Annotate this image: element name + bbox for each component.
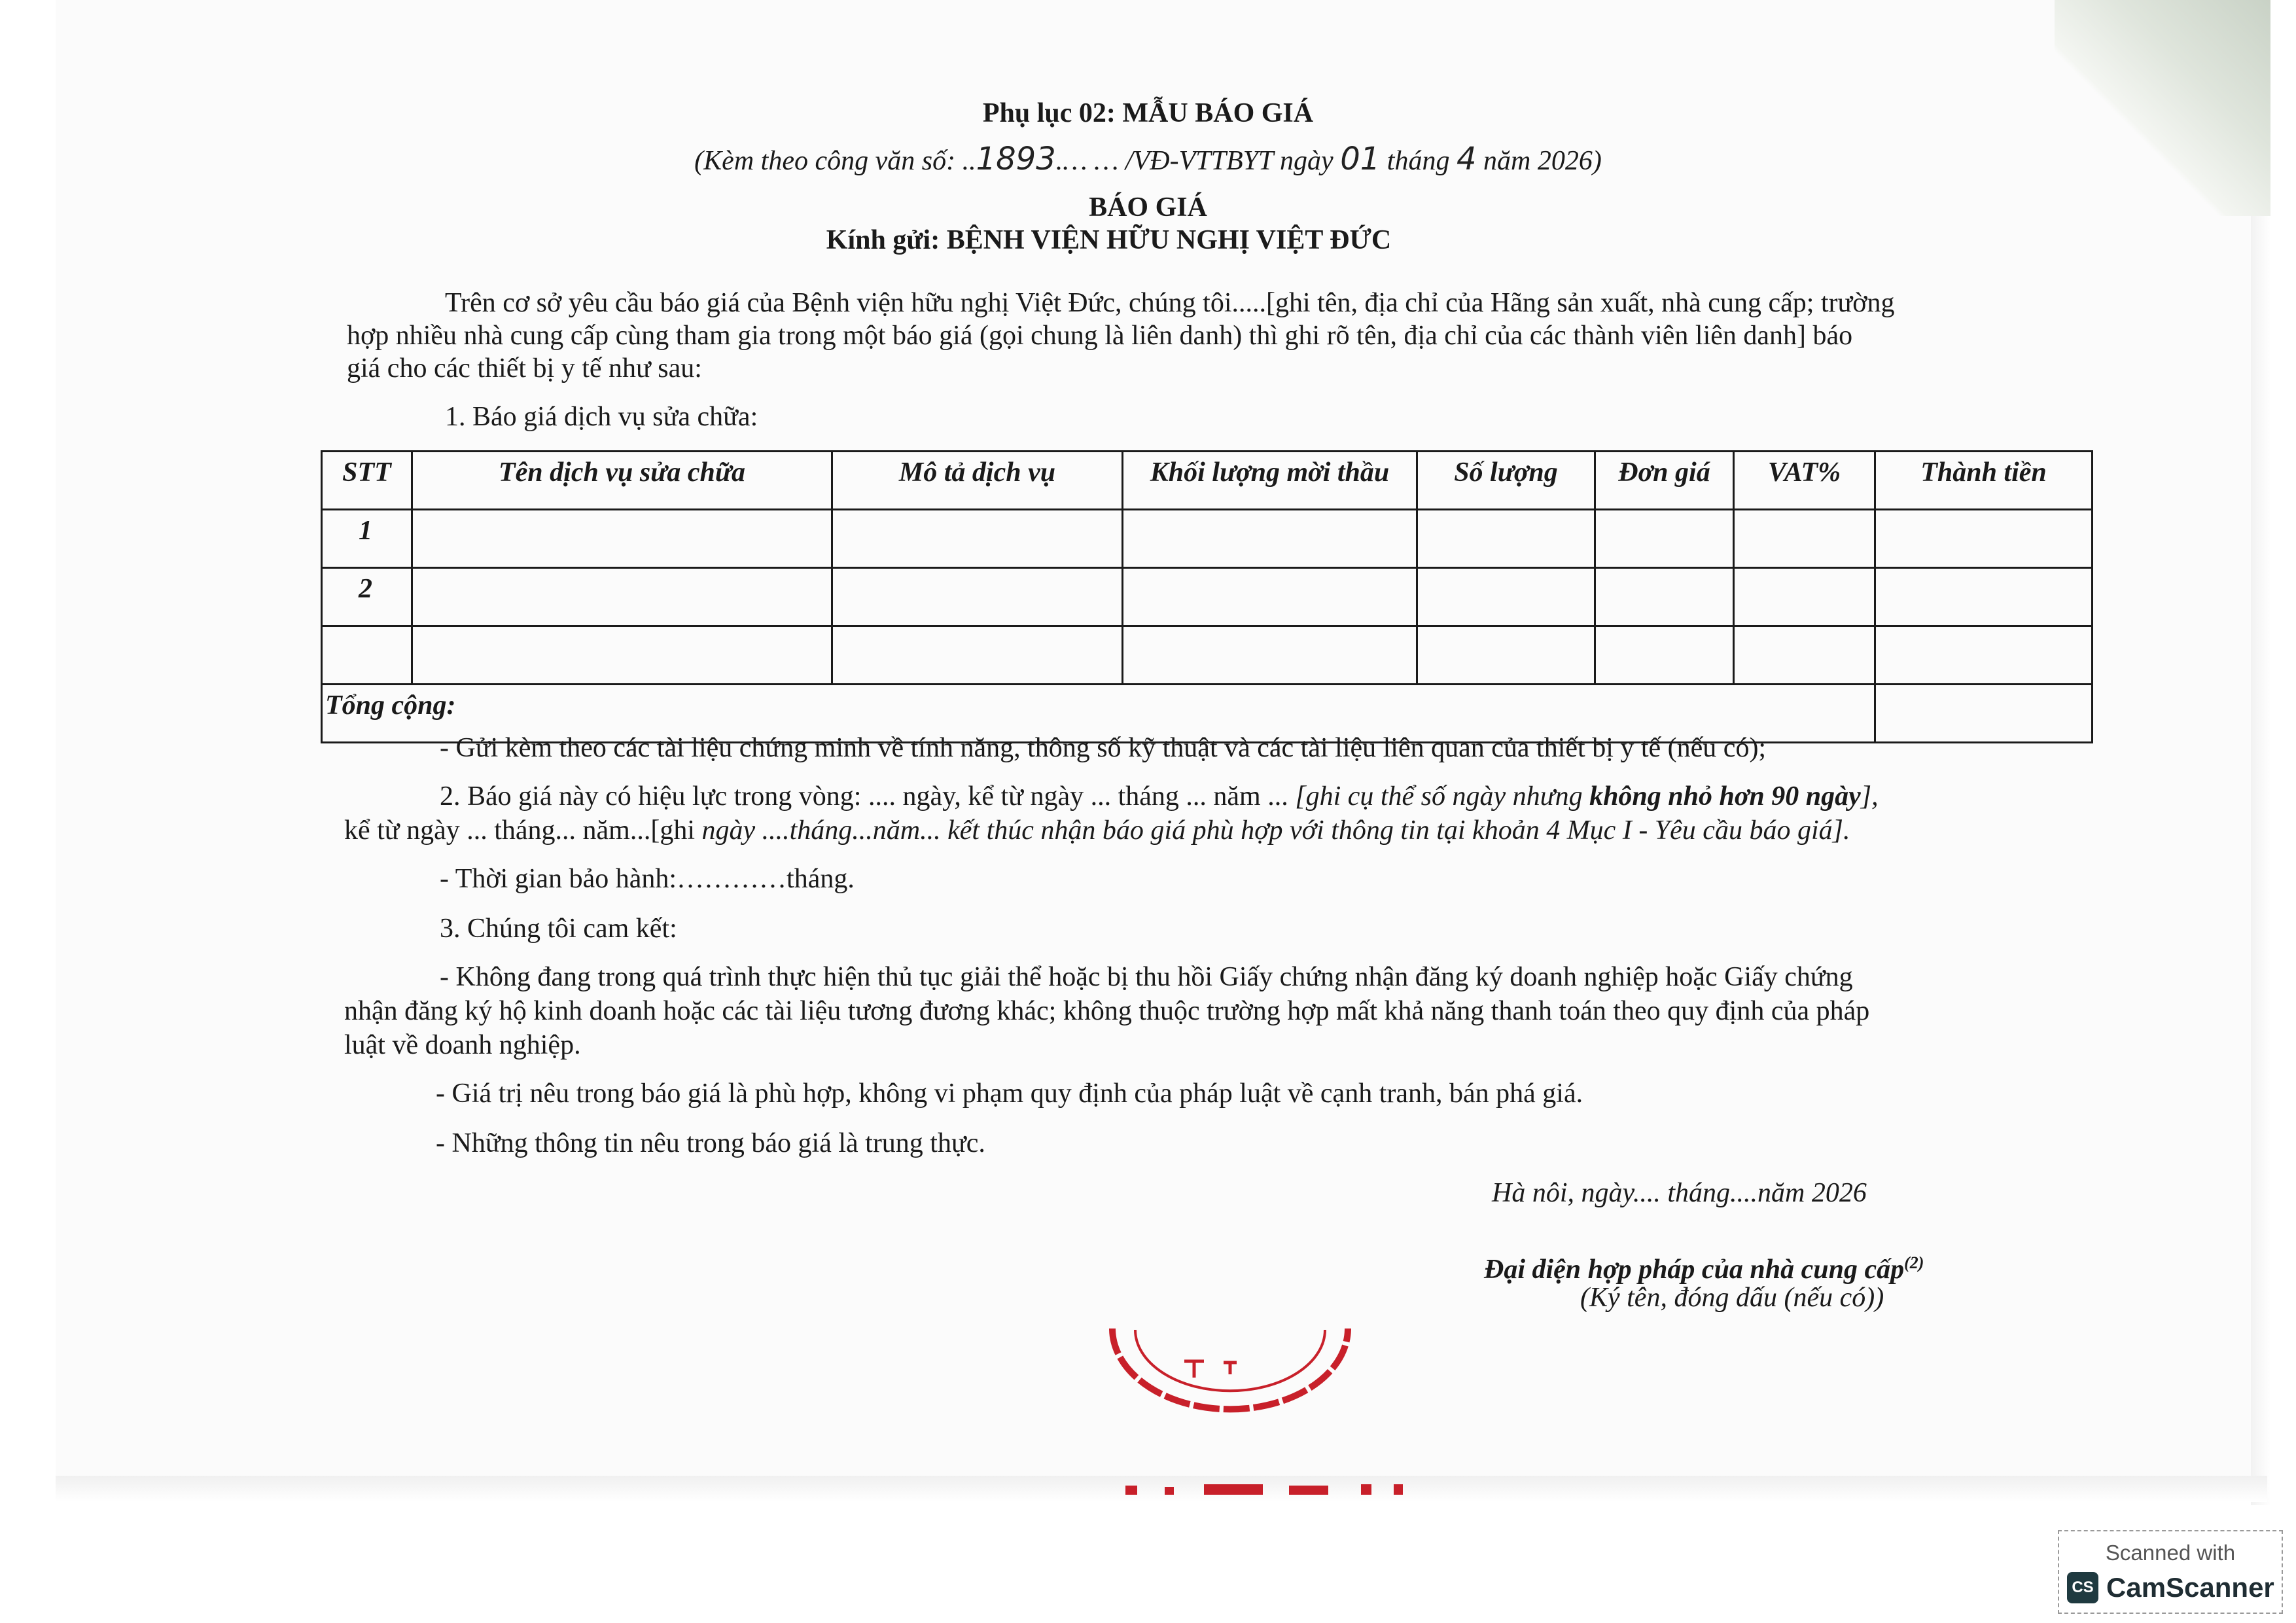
intro-line-2: hợp nhiều nhà cung cấp cùng tham gia trong một báo giá (gọi chung là liên danh) thì ghi rõ tên, địa chỉ của các thành viên liên danh] báo (347, 321, 1853, 351)
table-cell (1417, 626, 1595, 685)
table-cell (1417, 568, 1595, 626)
table-cell (1734, 568, 1875, 626)
commitment-1-line-1: - Không đang trong quá trình thực hiện thủ tục giải thể hoặc bị thu hồi Giấy chứng nhận đăng ký doanh nghiệp hoặc Giấy chứng (440, 962, 1853, 992)
intro-line-3: giá cho các thiết bị y tế như sau: (347, 353, 702, 383)
table-cell (412, 568, 832, 626)
row-stt (322, 626, 412, 685)
header-service-name: Tên dịch vụ sửa chữa (412, 452, 832, 510)
signer-note: (Ký tên, đóng dấu (nếu có)) (1580, 1283, 1884, 1313)
table-header-row (322, 452, 2093, 510)
commitment-3: - Những thông tin nêu trong báo giá là trung thực. (436, 1128, 985, 1158)
table-row (322, 568, 2093, 626)
commitment-2: - Giá trị nêu trong báo giá là phù hợp, không vi phạm quy định của pháp luật về cạnh tranh, bán phá giá. (436, 1079, 1583, 1109)
intro-line-1: Trên cơ sở yêu cầu báo giá của Bệnh viện hữu nghị Việt Đức, chúng tôi.....[ghi tên, địa chỉ của Hãng sản xuất, nhà cung cấp; trường (445, 288, 1895, 318)
warranty-line: - Thời gian bảo hành:…………tháng. (440, 864, 855, 894)
watermark-caption: Scanned with (2105, 1541, 2236, 1565)
table-cell (1595, 626, 1734, 685)
addressee: Kính gửi: BỆNH VIỆN HỮU NGHỊ VIỆT ĐỨC (826, 225, 1392, 255)
validity-line-2: kể từ ngày ... tháng... năm...[ghi ngày ....tháng...năm... kết thúc nhận báo giá phù hợp với thông tin tại khoản 4 Mục I - Yêu cầu báo giá]. (344, 815, 1850, 846)
red-stamp (1106, 1309, 1354, 1414)
table-cell (412, 626, 832, 685)
table-cell (1875, 568, 2093, 626)
row-stt: 1 (322, 510, 412, 568)
table-cell (1734, 510, 1875, 568)
table-cell (832, 510, 1123, 568)
table-cell (1123, 626, 1417, 685)
section-3-heading: 3. Chúng tôi cam kết: (440, 914, 677, 944)
stamp-fragment (1125, 1480, 1413, 1495)
total-label: Tổng cộng: (322, 685, 1875, 743)
table-cell (1595, 510, 1734, 568)
appendix-heading: Phụ lục 02: MẪU BÁO GIÁ (982, 98, 1314, 128)
table-cell (412, 510, 832, 568)
header-quantity: Số lượng (1417, 452, 1595, 510)
table-cell (1417, 510, 1595, 568)
camscanner-logo-icon: CS (2067, 1572, 2098, 1603)
signer-title: Đại diện hợp pháp của nhà cung cấp$^{(2)}$ (1484, 1253, 1924, 1285)
handwritten-day: 01 (1340, 141, 1381, 177)
table-cell (1875, 626, 2093, 685)
table-cell (832, 568, 1123, 626)
commitment-1-line-2: nhận đăng ký hộ kinh doanh hoặc các tài liệu tương đương khác; không thuộc trường hợp mất khả năng thanh toán theo quy định của pháp (344, 996, 1870, 1026)
header-vat: VAT% (1734, 452, 1875, 510)
table-cell (1734, 626, 1875, 685)
header-description: Mô tả dịch vụ (832, 452, 1123, 510)
header-volume: Khối lượng mời thầu (1123, 452, 1417, 510)
row-stt: 2 (322, 568, 412, 626)
table-cell (832, 626, 1123, 685)
table-cell (1123, 568, 1417, 626)
table-row (322, 626, 2093, 685)
header-amount: Thành tiền (1875, 452, 2093, 510)
table-cell (1123, 510, 1417, 568)
camscanner-watermark (2058, 1530, 2283, 1614)
section-1-heading: 1. Báo giá dịch vụ sửa chữa: (445, 402, 758, 432)
commitment-1-line-3: luật về doanh nghiệp. (344, 1030, 581, 1060)
reference-line: (Kèm theo công văn số: ..1893.… … /VĐ-VTTBYT ngày 01 tháng 4 năm 2026) (694, 141, 1602, 177)
validity-line-1: 2. Báo giá này có hiệu lực trong vòng: .... ngày, kể từ ngày ... tháng ... năm ... [ghi cụ thể số ngày nhưng không nhỏ hơn 90 ngày], (440, 781, 1879, 812)
total-amount-cell (1875, 685, 2093, 743)
watermark-brand: CamScanner (2106, 1572, 2274, 1603)
table-cell (1875, 510, 2093, 568)
table-cell (1595, 568, 1734, 626)
document-title: BÁO GIÁ (1089, 192, 1207, 223)
date-line: Hà nôi, ngày.... tháng....năm 2026 (1492, 1178, 1867, 1208)
attachment-note: - Gửi kèm theo các tài liệu chứng minh về tính năng, thông số kỹ thuật và các tài liệu liên quan của thiết bị y tế (nếu có); (440, 733, 1767, 763)
table-row (322, 510, 2093, 568)
header-unit-price: Đơn giá (1595, 452, 1734, 510)
quote-table (321, 450, 2093, 743)
handwritten-ref-number: 1893 (976, 141, 1056, 177)
handwritten-month: 4 (1456, 141, 1477, 177)
header-stt: STT (322, 452, 412, 510)
